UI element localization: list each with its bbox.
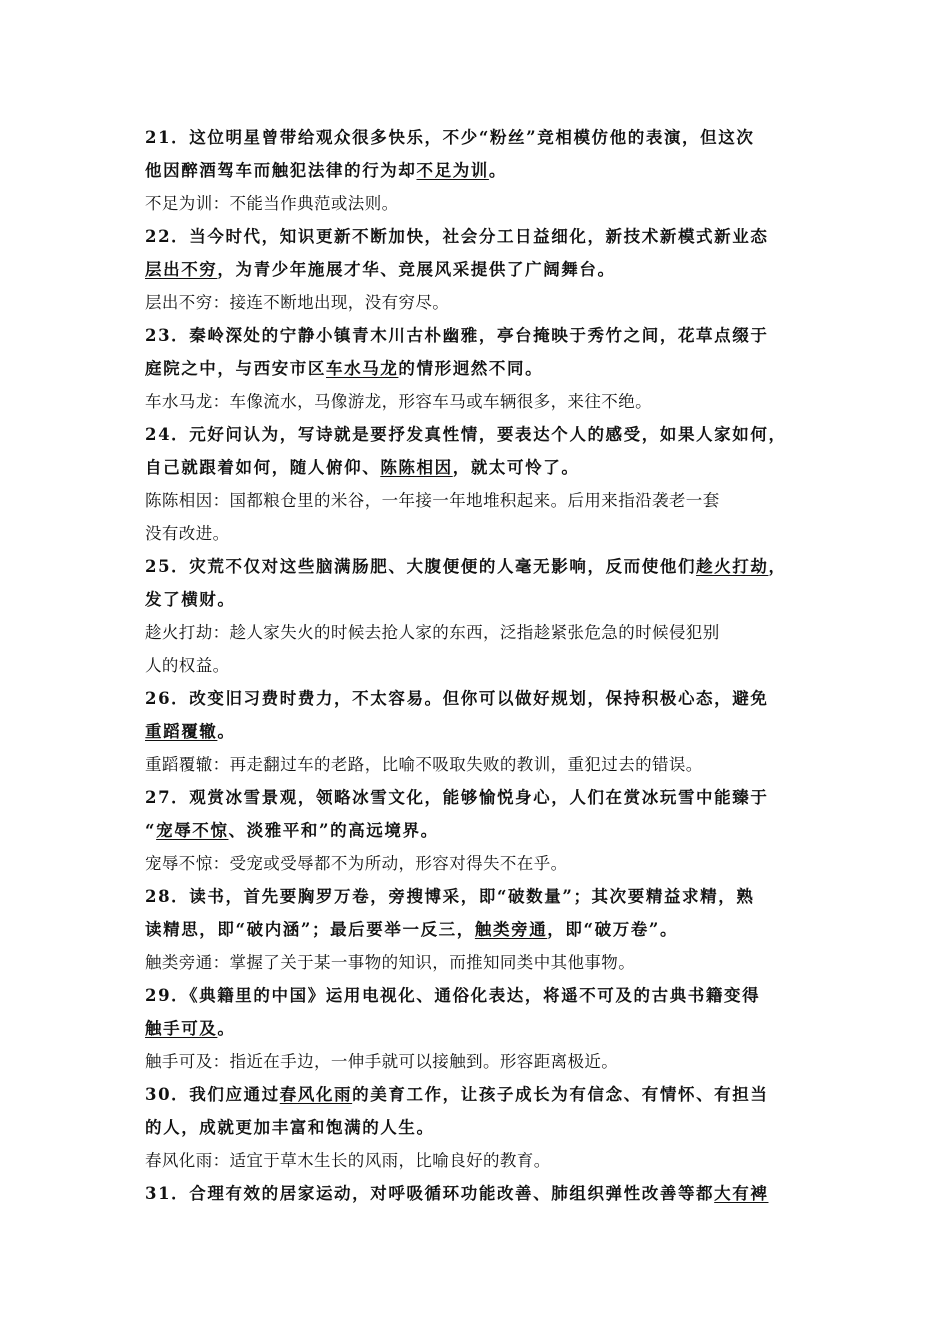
question-line [145,583,813,616]
definition-line: 陈陈相因：国都粮仓里的米谷，一年接一年地堆积起来。后用来指沿袭老一套 [145,491,720,510]
question-text: 。 [217,722,236,741]
question-line [145,781,813,814]
definition-line: 没有改进。 [145,524,230,543]
question-text: 读精思，即“破内涵”；最后要举一反三， [145,920,475,939]
question-text: 。 [488,161,508,180]
definition-line: 人的权益。 [145,656,230,675]
question-text: 27．观赏冰雪景观，领略冰雪文化，能够愉悦身心，人们在赏冰玩雪中能臻于 [145,788,769,807]
question-line [145,1111,813,1144]
definition-line: 春风化雨：适宜于草木生长的风雨，比喻良好的教育。 [145,1151,551,1170]
question-text: 25．灾荒不仅对这些脑满肠肥、大腹便便的人毫无影响，反而使他们 [145,557,697,576]
underlined-idiom: 陈陈相因 [380,458,453,477]
question-text: 24．元好问认为，写诗就是要抒发真性情，要表达个人的感受，如果人家如何， [145,425,787,444]
definition-line: 车水马龙：车像流水，马像游龙，形容车马或车辆很多，来往不绝。 [145,392,652,411]
question-text: 庭院之中，与西安市区 [145,359,326,378]
question-text: 、淡雅平和”的高远境界。 [228,821,439,840]
underlined-idiom: 大有裨 [714,1184,769,1203]
question-text: ，即“破万卷”。 [547,920,679,939]
question-line [145,418,813,451]
question-text: 26．改变旧习费时费力，不太容易。但你可以做好规划，保持积极心态，避免 [145,689,769,708]
question-text: 28．读书，首先要胸罗万卷，旁搜博采，即“破数量”；其次要精益求精，熟 [145,887,755,906]
question-line [145,154,813,187]
underlined-idiom: 不足为训 [416,161,489,180]
question-text: 的情形迥然不同。 [398,359,544,378]
question-text: 23．秦岭深处的宁静小镇青木川古朴幽雅，亭台掩映于秀竹之间，花草点缀于 [145,326,769,345]
question-line [145,319,813,352]
question-line [145,451,813,484]
underlined-idiom: 趁火打劫 [696,557,769,576]
question-line [145,880,813,913]
definition-line: 重蹈覆辙：再走翻过车的老路，比喻不吸取失败的教训，重犯过去的错误。 [145,755,703,774]
question-line [145,220,813,253]
question-text: ，为青少年施展才华、竞展风采提供了广阔舞台。 [217,260,616,279]
definition-line: 宠辱不惊：受宠或受辱都不为所动，形容对得失不在乎。 [145,854,568,873]
question-text: ， [768,557,787,576]
question-line [145,814,813,847]
definition-line: 触手可及：指近在手边，一伸手就可以接触到。形容距离极近。 [145,1052,619,1071]
question-text: ，就太可怜了。 [452,458,580,477]
question-line [145,1177,813,1210]
question-text: 31．合理有效的居家运动，对呼吸循环功能改善、肺组织弹性改善等都 [145,1184,715,1203]
question-line [145,1012,813,1045]
underlined-idiom: 触类旁通 [474,920,548,939]
underlined-idiom: 层出不穷 [145,260,218,279]
underlined-idiom: 重蹈覆辙 [145,722,218,741]
question-text: 他因醉酒驾车而触犯法律的行为却 [145,161,417,180]
question-text: 21．这位明星曾带给观众很多快乐，不少“粉丝”竞相模仿他的表演，但这次 [145,128,755,147]
question-text: 29．《典籍里的中国》运用电视化、通俗化表达，将遥不可及的古典书籍变得 [145,986,761,1005]
underlined-idiom: 宠辱不惊 [156,821,229,840]
underlined-idiom: 触手可及 [145,1019,218,1038]
question-line [145,352,813,385]
definition-line: 不足为训：不能当作典范或法则。 [145,194,399,213]
question-text: 22．当今时代，知识更新不断加快，社会分工日益细化，新技术新模式新业态 [145,227,769,246]
question-line [145,1078,813,1111]
definition-line: 层出不穷：接连不断地出现，没有穷尽。 [145,293,450,312]
question-text: 的美育工作，让孩子成长为有信念、有情怀、有担当 [352,1085,769,1104]
question-text: 的人，成就更加丰富和饱满的人生。 [145,1118,435,1137]
question-line [145,979,813,1012]
question-text: 发了横财。 [145,590,236,609]
underlined-idiom: 车水马龙 [326,359,399,378]
question-line [145,121,813,154]
question-text: 30．我们应通过 [145,1085,280,1104]
question-line [145,253,813,286]
underlined-idiom: 春风化雨 [279,1085,353,1104]
definition-line: 趁火打劫：趁人家失火的时候去抢人家的东西，泛指趁紧张危急的时候侵犯别 [145,623,720,642]
question-line [145,682,813,715]
question-text: 。 [217,1019,236,1038]
definition-line: 触类旁通：掌握了关于某一事物的知识，而推知同类中其他事物。 [145,953,636,972]
document-body [145,121,813,1210]
question-text: “ [145,821,157,840]
question-line [145,550,813,583]
question-line [145,715,813,748]
question-line [145,913,813,946]
question-text: 自己就跟着如何，随人俯仰、 [145,458,381,477]
